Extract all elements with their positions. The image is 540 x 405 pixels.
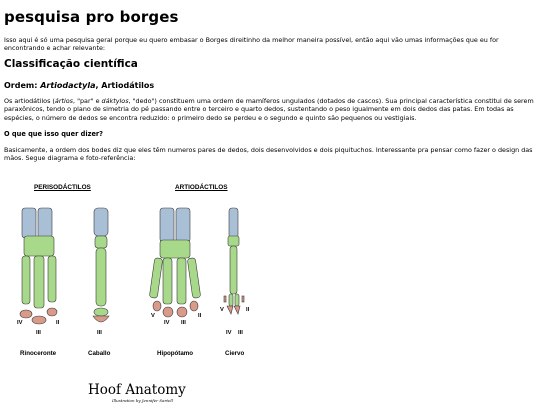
hoof-anatomy-title: Hoof Anatomy xyxy=(88,382,186,398)
hippo-bones xyxy=(149,208,200,317)
deer-digit-iv: IV xyxy=(226,330,232,336)
deer-digit-v: V xyxy=(220,307,224,313)
bones-illustration xyxy=(0,178,300,363)
order-prefix: Ordem: xyxy=(4,81,41,90)
hippo-digit-ii: II xyxy=(198,313,202,319)
hippo-digit-iv: IV xyxy=(164,320,170,326)
hippo-digit-iii: III xyxy=(181,320,186,326)
rhino-digit-iv: IV xyxy=(17,320,23,326)
rhino-digit-iii: III xyxy=(36,330,41,336)
order-text-3: , "dedo") constituem uma ordem de mamíferos ungulados (dotados de cascos). Sua principal característica constitui de serem paraxônicos, tendo o plano de simetria do pé passando entre o terceiro e quarto dedos, sustentando o peso igualmente em dois dedos das patas. Em todas as espécies, o número de dedos se encontra reduzido: o primeiro dedo se perdeu e o segundo e quinto são pequenos ou vestigiais. xyxy=(4,97,534,122)
page-title: pesquisa pro borges xyxy=(4,8,179,26)
horse-bones xyxy=(93,208,109,322)
hoof-diagram xyxy=(0,178,300,363)
intro-paragraph: Isso aqui é só uma pesquisa geral porque eu quero embasar o Borges direitinho da melhor maneira possível, então aqui vão umas informações que eu for encontrando e achar relevante: xyxy=(4,36,499,53)
answer-paragraph: Basicamente, a ordem dos bodes diz que eles têm numeros pares de dedos, dois desenvolvidos e dois piquituchos. Interessante pra pensar como fazer o design das mãos. Segue diagrama e foto-referência: xyxy=(4,146,533,163)
deer-digit-iii: III xyxy=(238,330,243,336)
specimen-rinoceronte: Rinoceronte xyxy=(20,350,57,357)
order-text-1: Os artiodátilos ( xyxy=(4,97,55,105)
order-latin: Artiodactyla xyxy=(40,81,96,90)
order-word-daktylos: dáktylos xyxy=(101,97,129,105)
specimen-hipopotamo: Hipopótamo xyxy=(157,350,194,357)
order-suffix: , Artiodátilos xyxy=(95,81,155,90)
hoof-anatomy-credit: Illustration by Jennifer Sartell xyxy=(112,398,173,403)
order-paragraph xyxy=(4,97,534,122)
deer-digit-ii: II xyxy=(246,307,250,313)
horse-digit-iii: III xyxy=(97,330,102,336)
specimen-caballo: Caballo xyxy=(88,350,111,357)
group-title-perisodactyls: PERISODÁCTILOS xyxy=(34,184,91,191)
order-heading xyxy=(4,81,154,90)
group-title-artiodactyls: ARTIODÁCTILOS xyxy=(175,184,228,191)
question-heading: O que que isso quer dizer? xyxy=(4,130,103,138)
order-text-2: , "par" e xyxy=(73,97,102,105)
order-word-artios: ártios xyxy=(54,97,73,105)
rhino-digit-ii: II xyxy=(56,320,60,326)
specimen-ciervo: Ciervo xyxy=(225,350,245,357)
hippo-digit-v: V xyxy=(151,313,155,319)
section-title: Classificação científica xyxy=(4,58,138,70)
deer-bones xyxy=(224,208,244,314)
